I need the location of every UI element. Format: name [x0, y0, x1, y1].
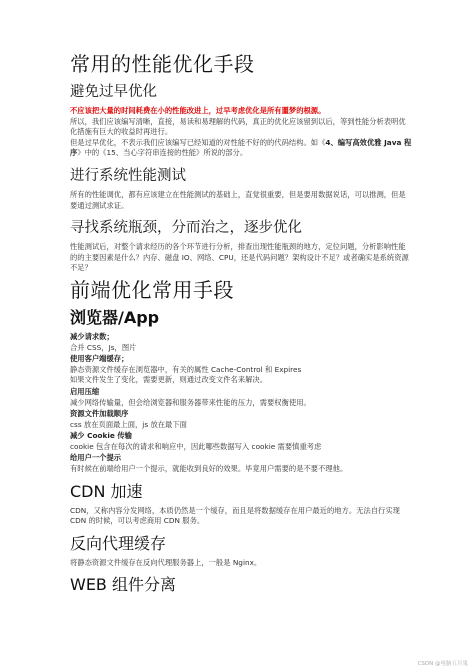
list-item-title: 减少 Cookie 传输 [70, 431, 132, 441]
section-heading-performance-testing: 进行系统性能测试 [70, 167, 186, 184]
page-title: 常用的性能优化手段 [70, 52, 255, 76]
list-item-description: 合并 CSS，Js，图片 [70, 342, 137, 352]
list-item-description: css 放在页面最上面，js 放在最下面 [70, 419, 187, 429]
browser-items [70, 332, 412, 475]
list-item-title: 资源文件加载顺序 [70, 409, 129, 419]
warning-text: 不应该把大量的时间耗费在小的性能改进上，过早考虑优化是所有噩梦的根源。 [70, 106, 326, 115]
section-title-frontend: 前端优化常用手段 [70, 277, 234, 302]
subsection-heading-cdn: CDN 加速 [70, 481, 143, 501]
list-item-description: 有时候在前端给用户一个提示，就能收到良好的效果。毕竟用户需要的是不要不理他。 [70, 464, 348, 474]
list-item-description: 静态资源文件缓存在浏览器中，有关的属性 Cache-Control 和 Expires [70, 364, 302, 374]
list-item-title: 启用压缩 [70, 386, 100, 396]
list-item-description: cookie 包含在每次的请求和响应中，因此哪些数据写入 cookie 需要慎重考虑 [70, 441, 322, 451]
subsection-heading-reverse-proxy: 反向代理缓存 [70, 533, 167, 553]
paragraph: 所以，我们应该编写清晰，直接，易读和易理解的代码，真正的优化应该留到以后，等到性能分析表明优化措施有巨大的收益时再进行。 [70, 116, 406, 137]
list-item-description: 如果文件发生了变化，需要更新，则通过改变文件名来解决。 [70, 375, 268, 385]
paragraph: 所有的性能调优，都有应该建立在性能测试的基础上，直觉很重要，但是要用数据说话，可以推测，但是要通过测试求证。 [70, 189, 406, 210]
section-heading-avoid-early-optimization: 避免过早优化 [70, 84, 157, 100]
list-item-title: 使用客户端缓存； [70, 354, 129, 364]
paragraph: CDN，又称内容分发网络，本质仍然是一个缓存，而且是将数据缓存在用户最近的地方。无法自行实现 CDN 的时候，可以考虑商用 CDN 服务。 [70, 505, 400, 526]
list-item-title: 减少请求数； [70, 331, 114, 341]
paragraph: 将静态资源文件缓存在反向代理服务器上，一般是 Nginx。 [70, 557, 262, 567]
list-item-title: 给用户一个提示 [70, 453, 122, 463]
reference-title: 4、编写高效优雅 Java 程序 [70, 137, 412, 158]
subsection-heading-browser: 浏览器/App [70, 307, 160, 327]
subsection-heading-web-components: WEB 组件分离 [70, 575, 176, 595]
section-heading-bottleneck: 寻找系统瓶颈，分而治之，逐步优化 [70, 220, 302, 237]
list-item-description: 减少网络传输量，但会给浏览器和服务器带来性能的压力，需要权衡使用。 [70, 397, 311, 407]
watermark: CSDN @电脑五月鬼 [417, 661, 468, 667]
paragraph: 性能测试后，对整个请求经历的各个环节进行分析，排查出现性能瓶颈的地方，定位问题，分析影响性能的的主要因素是什么？内存、磁盘 IO、网络、CPU，还是代码问题？架构设计不足？或者确实是系统资源不足？ [70, 242, 409, 273]
paragraph: 但是过早优化，不表示我们应该编写已经知道的对性能不好的的代码结构。如《4、编写高效优雅 Java 程序》中的《15、当心字符串连接的性能》所说的部分。 [70, 137, 412, 158]
